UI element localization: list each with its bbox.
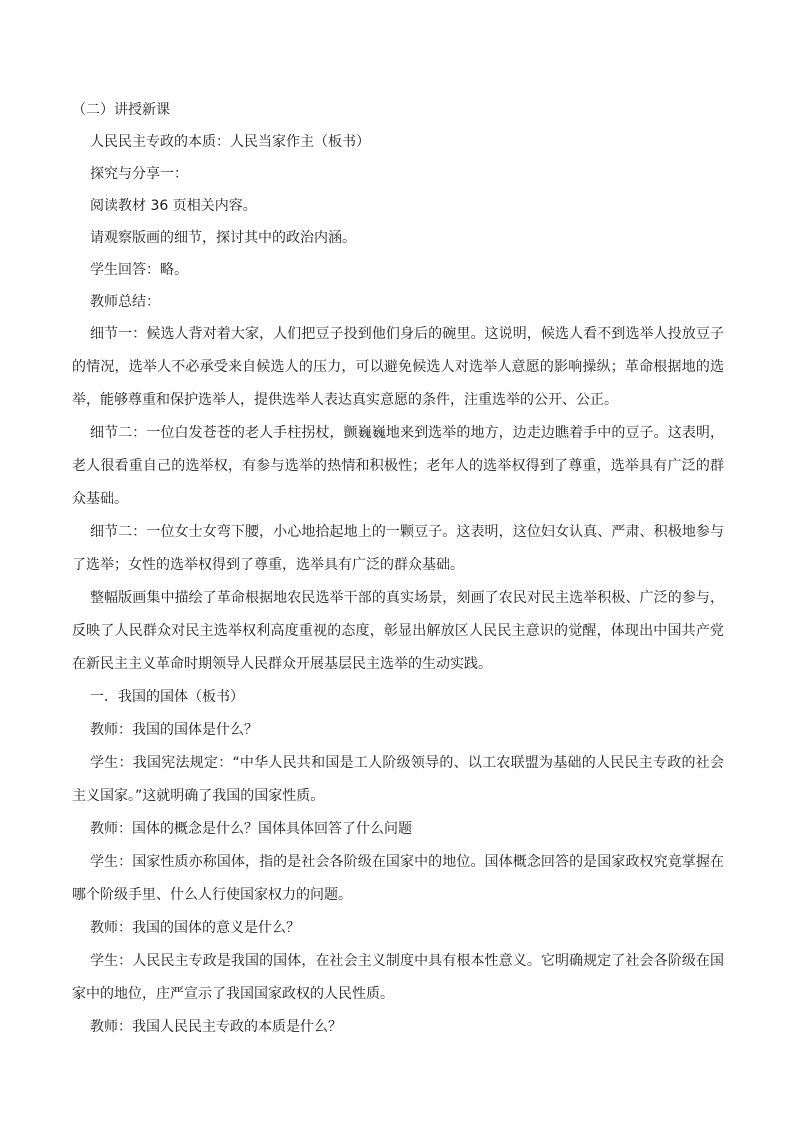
student-answer-2: 学生：国家性质亦称国体，指的是社会各阶级在国家中的地位。国体概念回答的是国家政权究竟掌握在哪个阶级手里、什么人行使国家权力的问题。 [72,854,724,903]
detail-three-paragraph: 细节二：一位女士女弯下腰，小心地拾起地上的一颗豆子。这表明，这位妇女认真、严肃、积极地参与了选举；女性的选举权得到了尊重，选举具有广泛的群众基础。 [72,524,724,573]
section-heading: （二）讲授新课 [72,102,170,118]
summary-paragraph: 整幅版画集中描绘了革命根据地农民选举干部的真实场景，刻画了农民对民主选举积极、广泛的参与，反映了人民群众对民主选举权利高度重视的态度，彰显出解放区人民民主意识的觉醒，体现出中国共产党在新民主主义革命时期领导人民群众开展基层民主选举的生动实践。 [72,590,724,672]
student-answer-3: 学生：人民民主专政是我国的国体，在社会主义制度中具有根本性意义。它明确规定了社会各阶级在国家中的地位，庄严宣示了我国国家政权的人民性质。 [72,953,724,1002]
reading-instruction: 阅读教材 36 页相关内容。 [90,198,257,214]
explore-share-label: 探究与分享一： [90,166,188,182]
observe-instruction: 请观察版画的细节，探讨其中的政治内涵。 [90,230,356,246]
teacher-summary-label: 教师总结： [90,294,160,310]
teacher-question-2: 教师：国体的概念是什么？国体具体回答了什么问题 [90,821,412,837]
board-note-line: 人民民主专政的本质：人民当家作主（板书） [90,134,370,150]
student-answer-1: 学生：我国宪法规定：“中华人民共和国是工人阶级领导的、以工农联盟为基础的人民民主专政的社会主义国家。”这就明确了我国的国家性质。 [72,755,724,804]
teacher-question-1: 教师：我国的国体是什么？ [90,722,258,738]
document-page [72,100,724,1050]
teacher-question-3: 教师：我国的国体的意义是什么？ [90,920,300,936]
detail-one-paragraph: 细节一：候选人背对着大家，人们把豆子投到他们身后的碗里。这说明，候选人看不到选举人投放豆子的情况，选举人不必承受来自候选人的压力，可以避免候选人对选举人意愿的影响操纵；革命根据地的选举，能够尊重和保护选举人，提供选举人表达真实意愿的条件，注重选举的公开、公正。 [72,326,724,408]
topic-heading: 一．我国的国体（板书） [90,689,244,705]
detail-two-paragraph: 细节二：一位白发苍苍的老人手柱拐杖，颤巍巍地来到选举的地方，边走边瞧着手中的豆子。这表明，老人很看重自己的选举权，有参与选举的热情和积极性；老年人的选举权得到了尊重，选举具有广泛的群众基础。 [72,425,724,507]
teacher-question-4: 教师：我国人民民主专政的本质是什么？ [90,1019,342,1035]
student-answer-line: 学生回答：略。 [90,262,188,278]
